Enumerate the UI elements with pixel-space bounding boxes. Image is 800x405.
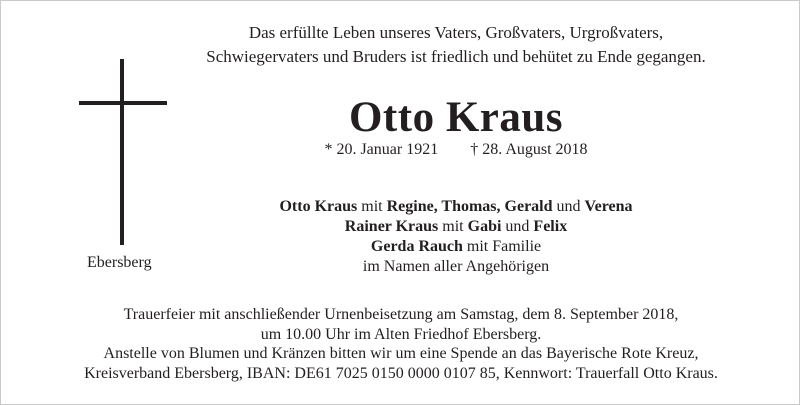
cross-icon [79,59,167,245]
family-member: Felix [533,218,568,235]
intro-text [191,21,721,69]
family-line: im Namen aller Angehörigen [362,258,550,275]
family-line [191,237,721,257]
family-member: Verena [584,198,633,215]
intro-line: Schwiegervaters und Bruders ist friedlich und behütet zu Ende gegangen. [206,47,706,66]
details-line: Trauerfeier mit anschließender Urnenbeisetzung am Samstag, dem 8. September 2018, [123,306,679,323]
family-member: Gabi [467,218,502,235]
family-line [191,217,721,237]
life-dates [191,141,721,159]
connector-text: mit Familie [462,238,542,255]
funeral-details [41,305,761,383]
cross-vertical-bar [120,59,124,245]
family-line [191,197,721,217]
details-line: um 10.00 Uhr im Alten Friedhof Ebersberg. [260,325,542,343]
details-line: Anstelle von Blumen und Kränzen bitten wir um eine Spende an das Bayerische Rote Kreuz, [103,345,699,362]
family-member: Gerda Rauch [370,238,463,255]
connector-text: mit [357,198,387,215]
death-date: † 28. August 2018 [470,141,588,158]
intro-line: Das erfüllte Leben unseres Vaters, Großvaters, Urgroßvaters, [248,23,664,42]
family-list [191,197,721,277]
cross-horizontal-bar [79,101,167,105]
family-member: Rainer Kraus [344,218,439,235]
family-member: Regine, Thomas, Gerald [386,198,553,215]
deceased-name: Otto Kraus [348,94,564,141]
connector-text: und [552,198,585,215]
birth-date: * 20. Januar 1921 [324,141,439,158]
details-line: Kreisverband Ebersberg, IBAN: DE61 7025 0150 0000 0107 85, Kennwort: Trauerfall Otto Kraus. [84,364,718,382]
connector-text: mit [438,218,468,235]
connector-text: und [501,218,534,235]
family-member: Otto Kraus [279,198,358,215]
place-name: Ebersberg [87,254,152,271]
